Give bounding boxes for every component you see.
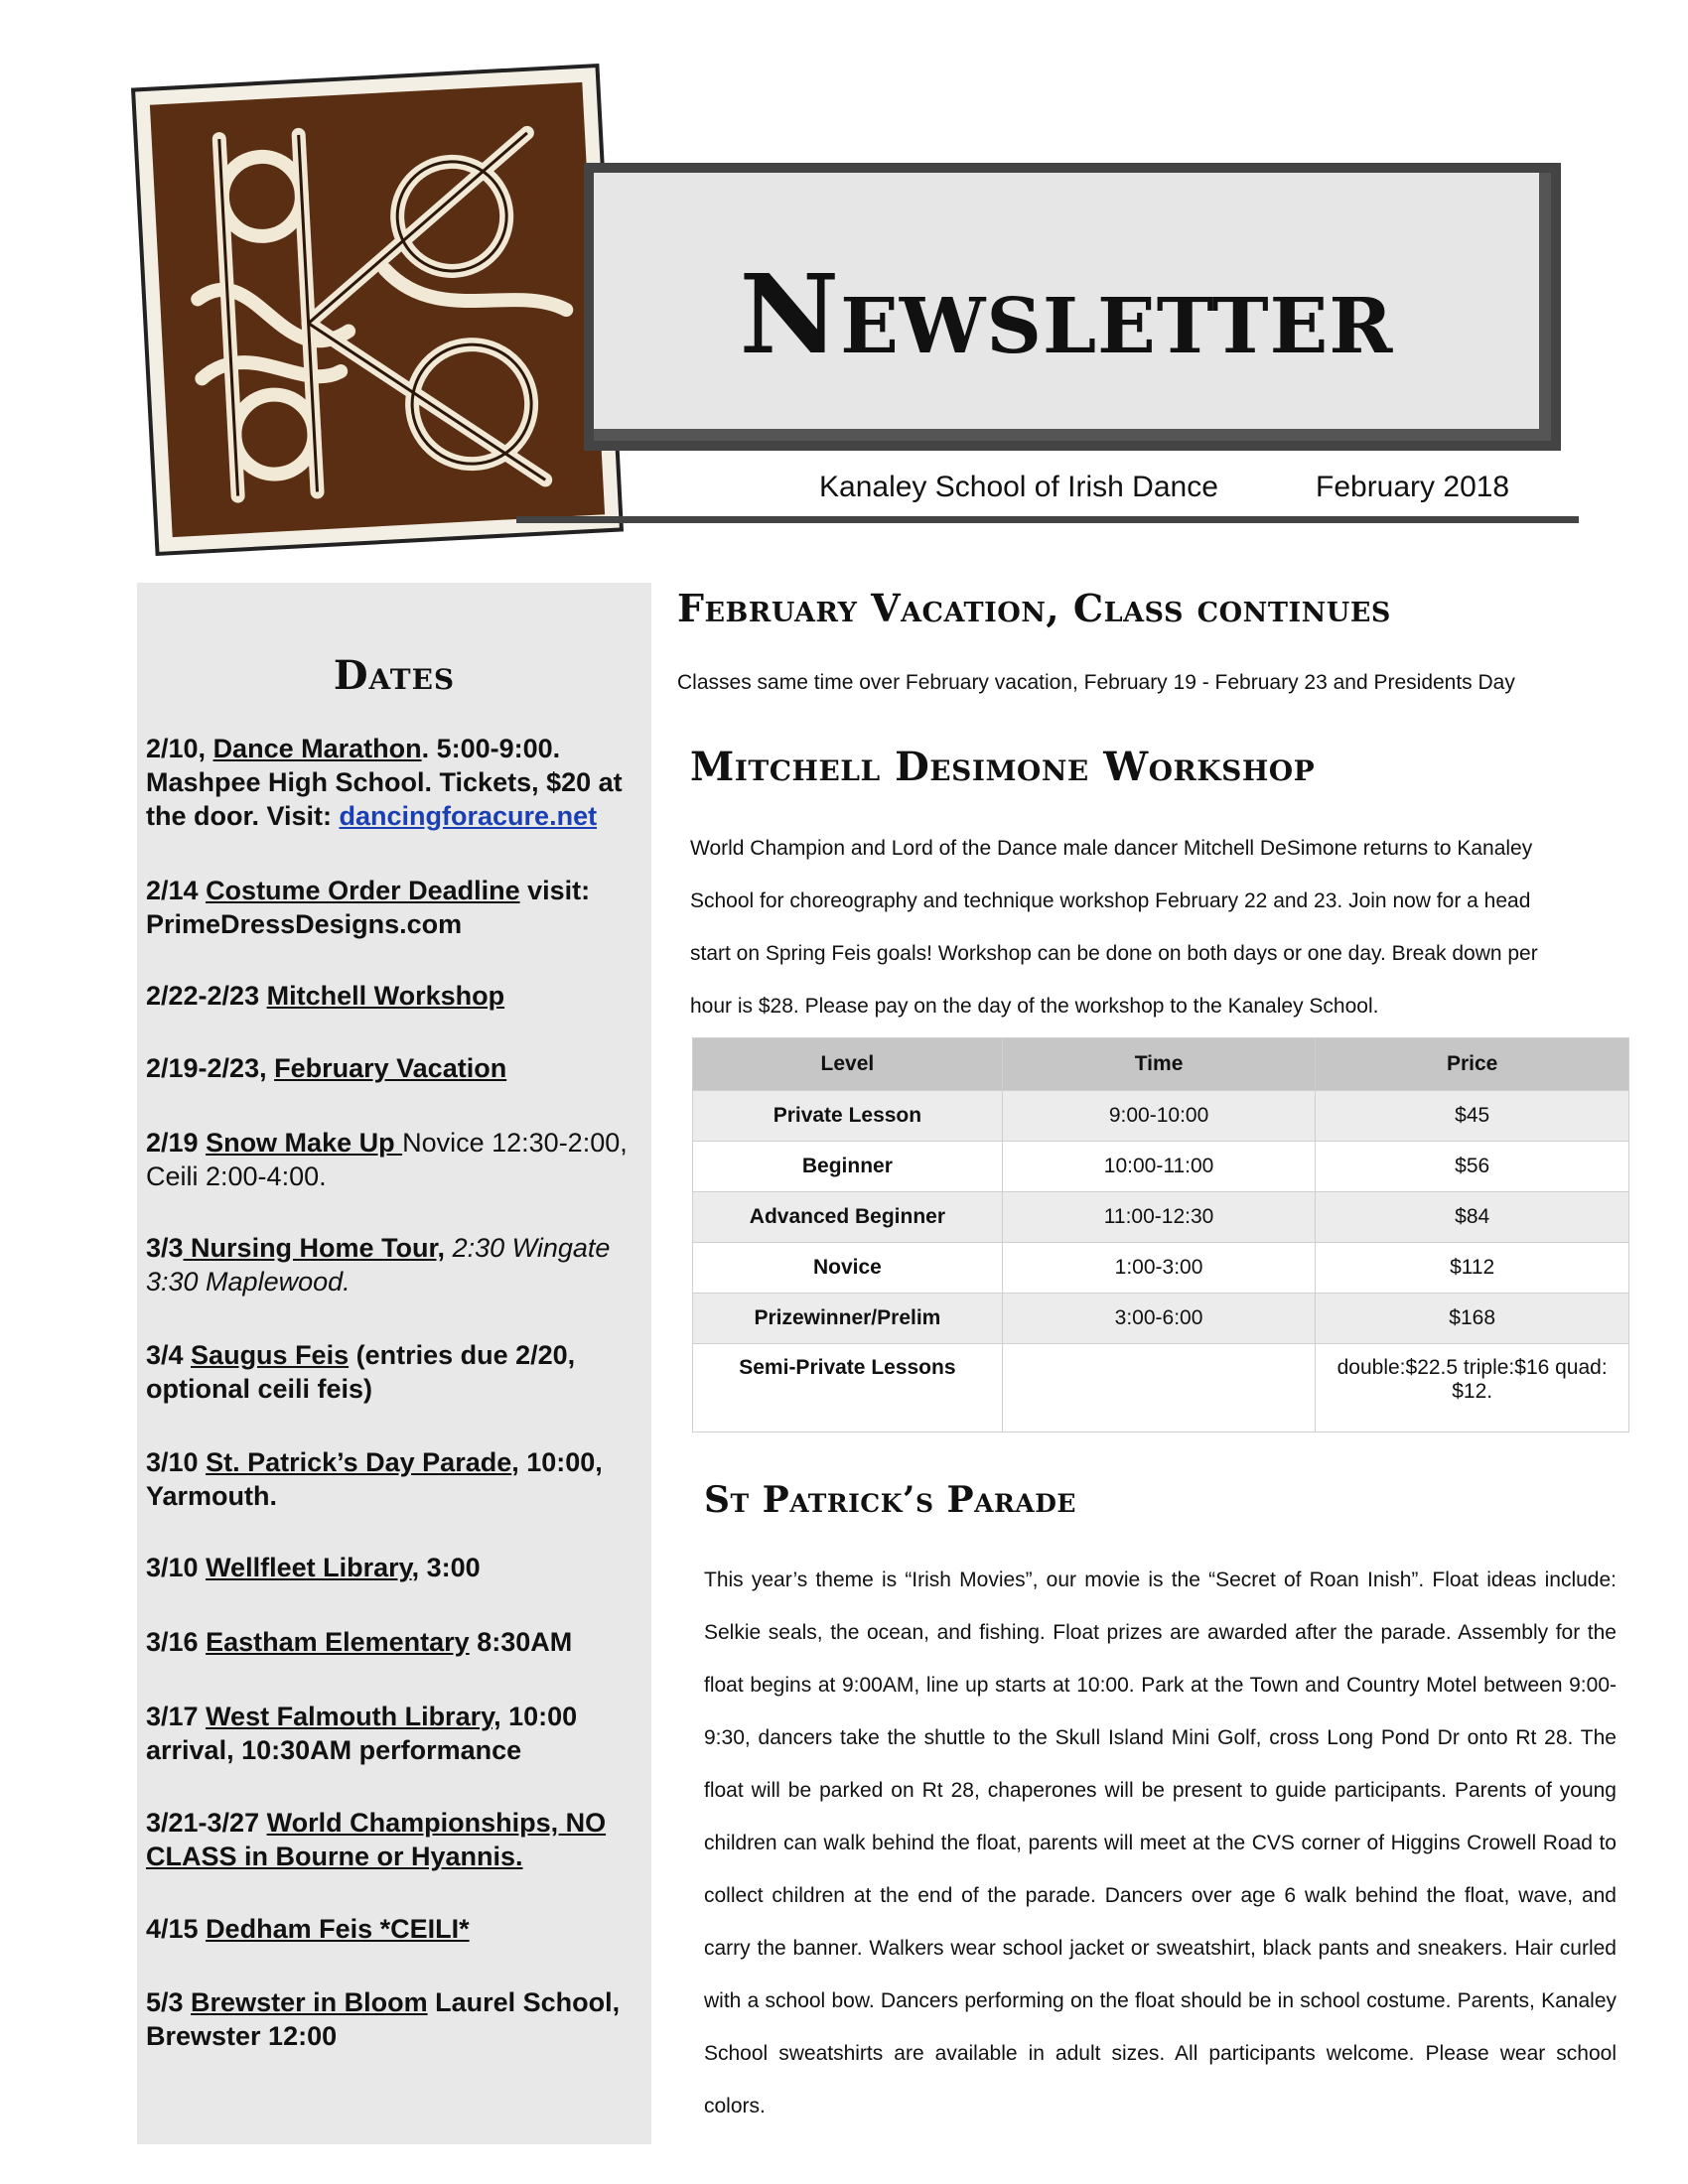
- event-detail: 8:30AM: [469, 1627, 573, 1657]
- event-detail: visit: PrimeDressDesigns.com: [146, 876, 591, 939]
- price-cell: double:$22.5 triple:$16 quad: $12.: [1316, 1344, 1629, 1433]
- parade-text: This year’s theme is “Irish Movies”, our movie is the “Secret of Roan Inish”. Float ideas include: Selkie seals, the ocean, and fishing. Float prizes are awarded after the parade. Assembly for the float begins at 9:00AM, line up starts at 10:00. Park at the Town and Country Motel between 9:00-9:30, dancers take the shuttle to the Skull Island Mini Golf, cross Long Pond Dr onto Rt 28. The float will be parked on Rt 28, chaperones will be present to guide participants. Parents of young children can walk behind the float, parents will meet at the CVS corner of Higgins Crowell Road to collect children at the end of the parade. Dancers over age 6 walk behind the float, wave, and carry the banner. Walkers wear school jacket or sweatshirt, black pants and sneakers. Hair curled with a school bow. Dancers performing on the float should be in school costume. Parents, Kanaley School sweatshirts are available in adult sizes. All participants welcome. Please wear school colors.: [704, 1569, 1617, 2117]
- table-row: [693, 1243, 1629, 1294]
- event-link[interactable]: Brewster in Bloom: [191, 1987, 428, 2017]
- vacation-heading: February Vacation, Class continues: [677, 586, 1391, 630]
- event-date: 2/14: [146, 876, 207, 905]
- event-detail: 2:30 Wingate 3:30 Maplewood.: [146, 1233, 611, 1297]
- table-row: [693, 1142, 1629, 1192]
- event-item: [146, 1231, 642, 1298]
- event-item: [146, 1051, 642, 1085]
- event-item: [146, 1126, 642, 1193]
- event-item: [146, 1912, 642, 1946]
- time-cell: 10:00-11:00: [1002, 1142, 1316, 1192]
- table-row: [693, 1091, 1629, 1142]
- event-date: 3/4: [146, 1340, 192, 1370]
- column-header-price: Price: [1316, 1038, 1629, 1091]
- event-date: 3/10: [146, 1447, 207, 1477]
- workshop-rates-table: [692, 1037, 1629, 1433]
- event-link[interactable]: Saugus Feis: [191, 1340, 350, 1370]
- event-item: [146, 1625, 642, 1659]
- price-cell: $112: [1316, 1243, 1629, 1294]
- event-url-link[interactable]: dancingforacure.net: [339, 801, 598, 831]
- level-cell: Novice: [693, 1243, 1003, 1294]
- event-link[interactable]: West Falmouth Library,: [206, 1702, 501, 1731]
- issue-date: February 2018: [1316, 471, 1510, 503]
- vacation-text: Classes same time over February vacation, February 19 - February 23 and Presidents Day: [677, 671, 1515, 694]
- level-cell: Advanced Beginner: [693, 1192, 1003, 1243]
- newsletter-title: Newsletter: [739, 250, 1394, 378]
- event-item: [146, 1985, 642, 2053]
- workshop-line: School for choreography and technique workshop February 22 and 23. Join now for a head: [690, 889, 1531, 912]
- event-detail: . 5:00-9:00. Mashpee High School. Tickets, $20 at the door. Visit:: [146, 734, 623, 831]
- price-cell: $168: [1316, 1294, 1629, 1344]
- event-link[interactable]: Eastham Elementary: [206, 1627, 470, 1657]
- level-cell: Prizewinner/Prelim: [693, 1294, 1003, 1344]
- event-item: [146, 1445, 642, 1513]
- dates-heading: Dates: [333, 652, 456, 699]
- event-link[interactable]: Mitchell Workshop: [266, 981, 505, 1011]
- workshop-heading: Mitchell Desimone Workshop: [690, 744, 1316, 790]
- parade-heading: St Patrick’s Parade: [704, 1479, 1076, 1521]
- event-date: 2/19-2/23,: [146, 1053, 275, 1083]
- event-detail: , 10:00, Yarmouth.: [146, 1447, 603, 1511]
- table-row: [693, 1192, 1629, 1243]
- event-detail: Laurel School, Brewster 12:00: [146, 1987, 621, 2051]
- title-box: [594, 173, 1551, 441]
- level-cell: Private Lesson: [693, 1091, 1003, 1142]
- masthead-rule: [516, 516, 1579, 523]
- event-date: 2/19: [146, 1128, 207, 1158]
- price-cell: $56: [1316, 1142, 1629, 1192]
- price-cell: $84: [1316, 1192, 1629, 1243]
- level-cell: Semi-Private Lessons: [693, 1344, 1003, 1433]
- event-detail: , 3:00: [411, 1553, 481, 1582]
- event-date: 2/22-2/23: [146, 981, 267, 1011]
- time-cell: [1002, 1344, 1316, 1433]
- event-link[interactable]: Snow Make Up: [206, 1128, 403, 1158]
- masthead-subline: [536, 467, 1569, 512]
- event-item: [146, 1700, 642, 1767]
- time-cell: 1:00-3:00: [1002, 1243, 1316, 1294]
- event-date: 2/10,: [146, 734, 213, 763]
- table-row: [693, 1294, 1629, 1344]
- workshop-line: hour is $28. Please pay on the day of the workshop to the Kanaley School.: [690, 995, 1379, 1018]
- event-link[interactable]: St. Patrick’s Day Parade: [206, 1447, 512, 1477]
- event-date: 3/16: [146, 1627, 207, 1657]
- event-date: 3/17: [146, 1702, 207, 1731]
- event-link[interactable]: Wellfleet Library: [206, 1553, 412, 1582]
- event-date: 4/15: [146, 1914, 207, 1944]
- event-date: 5/3: [146, 1987, 192, 2017]
- table-row: [693, 1344, 1629, 1433]
- time-cell: 11:00-12:30: [1002, 1192, 1316, 1243]
- event-date: 3/10: [146, 1553, 207, 1582]
- event-item: [146, 1551, 642, 1584]
- event-date: 3/3: [146, 1233, 184, 1263]
- column-header-level: Level: [693, 1038, 1003, 1091]
- time-cell: 9:00-10:00: [1002, 1091, 1316, 1142]
- event-detail: 10:00 arrival, 10:30AM performance: [146, 1702, 578, 1765]
- event-link[interactable]: February Vacation: [274, 1053, 507, 1083]
- workshop-line: World Champion and Lord of the Dance male dancer Mitchell DeSimone returns to Kanaley: [690, 837, 1533, 860]
- event-link[interactable]: World Championships, NO CLASS in Bourne or Hyannis.: [146, 1808, 607, 1871]
- column-header-time: Time: [1002, 1038, 1316, 1091]
- event-detail: Novice 12:30-2:00, Ceili 2:00-4:00.: [146, 1128, 628, 1191]
- school-name: Kanaley School of Irish Dance: [819, 471, 1218, 503]
- event-link[interactable]: Dedham Feis *CEILI*: [206, 1914, 470, 1944]
- event-item: [146, 1338, 642, 1406]
- event-link[interactable]: Costume Order Deadline: [206, 876, 520, 905]
- level-cell: Beginner: [693, 1142, 1003, 1192]
- event-link[interactable]: Nursing Home Tour,: [183, 1233, 446, 1263]
- time-cell: 3:00-6:00: [1002, 1294, 1316, 1344]
- event-link[interactable]: Dance Marathon: [212, 734, 422, 763]
- event-detail: (entries due 2/20, optional ceili feis): [146, 1340, 576, 1404]
- event-date: 3/21-3/27: [146, 1808, 267, 1838]
- workshop-line: start on Spring Feis goals! Workshop can be done on both days or one day. Break down per: [690, 942, 1538, 965]
- event-item: [146, 732, 642, 833]
- dates-sidebar: [137, 583, 651, 2144]
- price-cell: $45: [1316, 1091, 1629, 1142]
- event-item: [146, 1806, 642, 1873]
- event-item: [146, 874, 642, 941]
- table-header-row: [693, 1038, 1629, 1091]
- event-item: [146, 979, 642, 1013]
